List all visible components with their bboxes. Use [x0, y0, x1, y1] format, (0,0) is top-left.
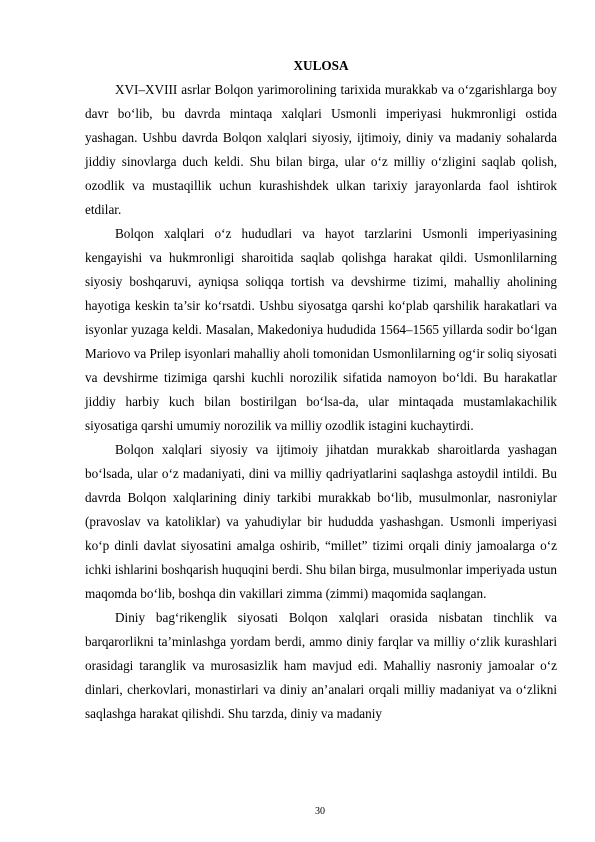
paragraph-1: XVI–XVIII asrlar Bolqon yarimorolining tarixida murakkab va o‘zgarishlarga boy davr bo‘lib, bu davrda mintaqa xalqlari Usmonli imperiyasi hukmronligi ostida yashagan. Ushbu davrda Bolqon xalqlari siyosiy, ijtimoiy, diniy va madaniy sohalarda jiddiy sinovlarga duch keldi. Shu bilan birga, ular o‘z milliy o‘zligini saqlab qolish, ozodlik va mustaqillik uchun kurashishdek ulkan tarixiy jarayonlarda faol ishtirok etdilar. — [85, 82, 557, 217]
document-title: XULOSA — [293, 58, 349, 73]
paragraph-3: Bolqon xalqlari siyosiy va ijtimoiy jihatdan murakkab sharoitlarda yashagan bo‘lsada, ular o‘z madaniyati, dini va milliy qadriyatlarini saqlashga astoydil intildi. Bu davrda Bolqon xalqlarining diniy tarkibi murakkab bo‘lib, musulmonlar, nasroniylar (pravoslav va katoliklar) va yahudiylar bir hududda yashashgan. Usmonli imperiyasi ko‘p dinli davlat siyosatini amalga oshirib, “millet” tizimi orqali diniy jamoalarga o‘z ichki ishlarini boshqarish huquqini berdi. Shu bilan birga, musulmonlar imperiyada ustun maqomda bo‘lib, boshqa din vakillari zimma (zimmi) maqomida saqlangan. — [85, 442, 557, 601]
paragraph-4: Diniy bag‘rikenglik siyosati Bolqon xalqlari orasida nisbatan tinchlik va barqarorlikni ta’minlashga yordam berdi, ammo diniy farqlar va milliy o‘zlik kurashlari orasidagi taranglik va murosasizlik ham mavjud edi. Mahalliy nasroniy jamoalar o‘z dinlari, cherkovlari, monastirlari va diniy an’analari orqali milliy madaniyat va o‘zlikni saqlashga harakat qilishdi. Shu tarzda, diniy va madaniy — [85, 610, 557, 721]
paragraph-2: Bolqon xalqlari o‘z hududlari va hayot tarzlarini Usmonli imperiyasining kengayishi va hukmronligi sharoitida saqlab qolishga harakat qildi. Usmonlilarning siyosiy boshqaruvi, ayniqsa soliqqa tortish va devshirme tizimi, mahalliy aholining hayotiga keskin ta’sir ko‘rsatdi. Ushbu siyosatga qarshi ko‘plab qarshilik harakatlari va isyonlar yuzaga keldi. Masalan, Makedoniya hududida 1564–1565 yillarda sodir bo‘lgan Mariovo va Prilep isyonlari mahalliy aholi tomonidan Usmonlilarning og‘ir soliq siyosati va devshirme tizimiga qarshi kuchli norozilik sifatida namoyon bo‘ldi. Bu harakatlar jiddiy harbiy kuch bilan bostirilgan bo‘lsa-da, ular mintaqada mustamlakachilik siyosatiga qarshi umumiy norozilik va milliy ozodlik istagini kuchaytirdi. — [85, 226, 557, 433]
document-body — [85, 54, 557, 726]
page-number: 30 — [315, 806, 325, 817]
